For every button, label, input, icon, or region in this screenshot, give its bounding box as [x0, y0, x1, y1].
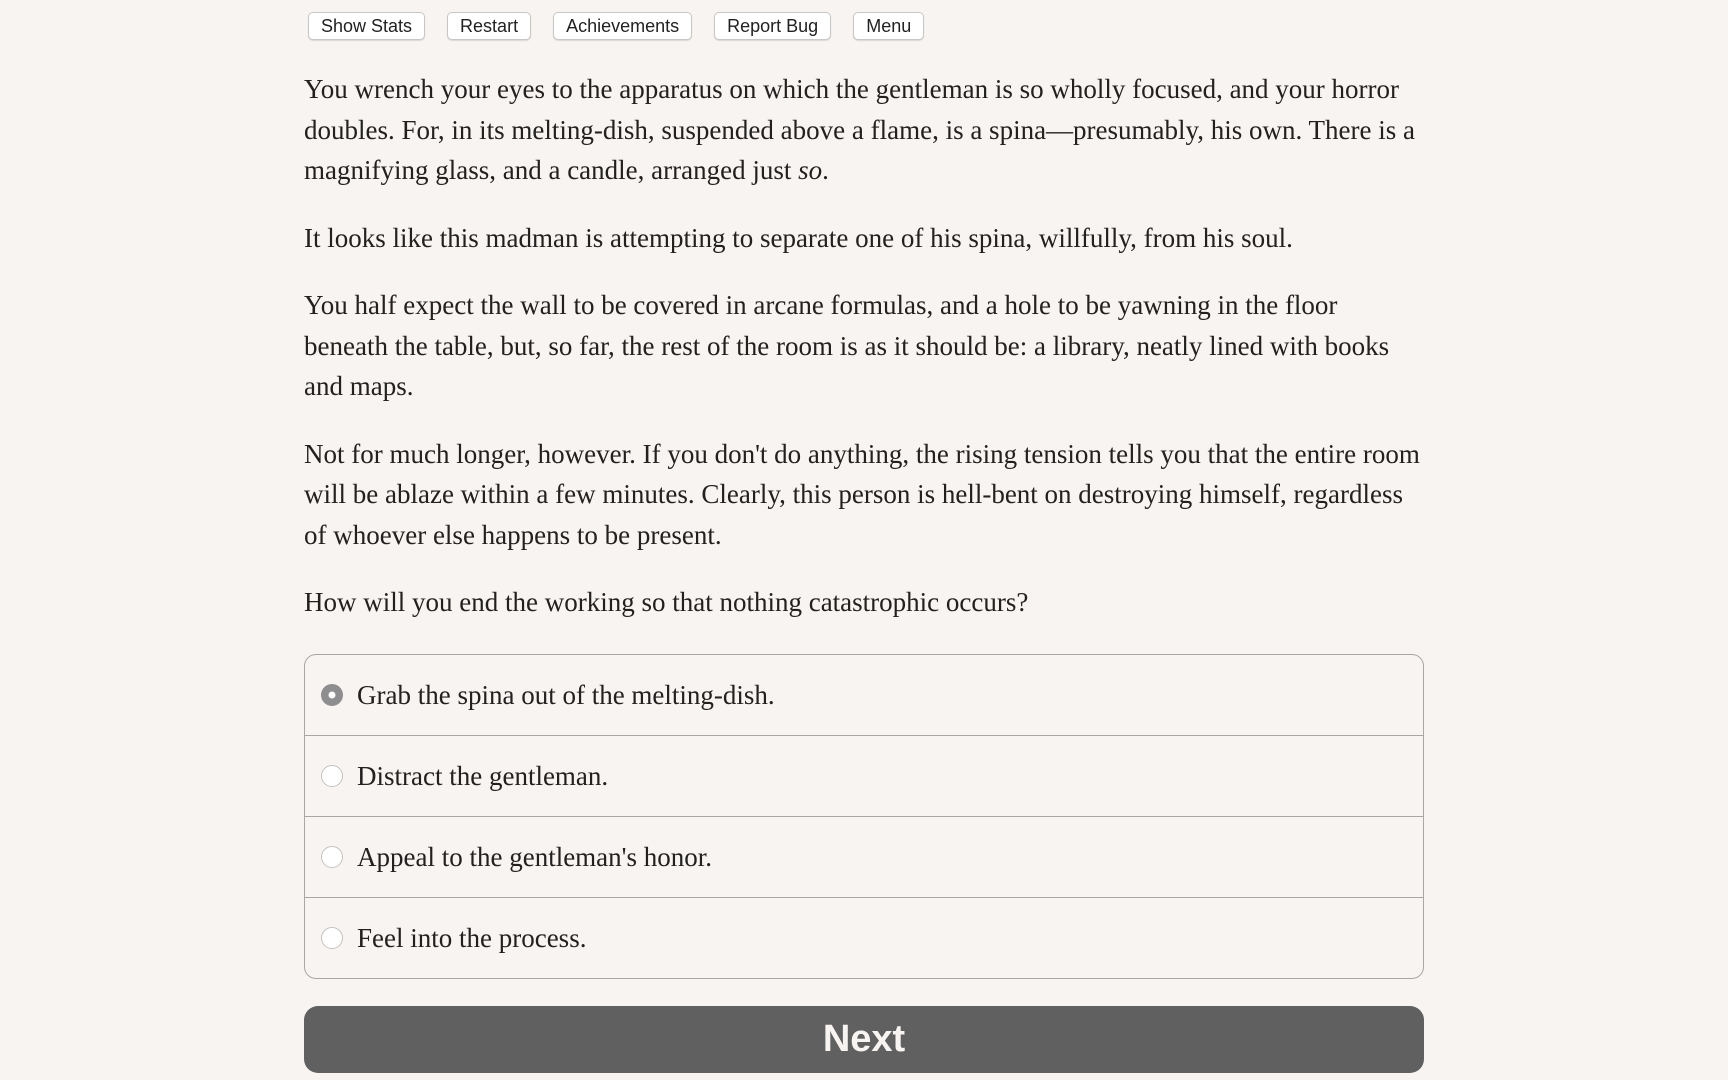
achievements-button[interactable]: Achievements — [553, 12, 692, 40]
choice-list — [304, 654, 1424, 979]
choice-option-distract[interactable] — [305, 736, 1423, 817]
story-paragraph: It looks like this madman is attempting to separate one of his spina, willfully, from his soul. — [304, 222, 1293, 253]
top-toolbar — [308, 12, 924, 40]
radio-unselected-icon[interactable] — [321, 927, 343, 949]
question-prompt: How will you end the working so that nothing catastrophic occurs? — [304, 587, 1029, 617]
show-stats-button[interactable]: Show Stats — [308, 12, 425, 40]
choice-option-feel-process[interactable] — [305, 898, 1423, 978]
radio-unselected-icon[interactable] — [321, 765, 343, 787]
story-text — [304, 69, 1424, 650]
report-bug-button[interactable]: Report Bug — [714, 12, 831, 40]
radio-unselected-icon[interactable] — [321, 846, 343, 868]
choice-label: Distract the gentleman. — [357, 760, 609, 791]
next-button[interactable]: Next — [304, 1006, 1424, 1073]
choice-option-appeal-honor[interactable] — [305, 817, 1423, 898]
choice-label: Appeal to the gentleman's honor. — [357, 841, 713, 872]
story-paragraph: Not for much longer, however. If you don't do anything, the rising tension tells you that the entire room will be ablaze within a few minutes. Clearly, this person is hell-bent on destroying himself, regardless of whoever else happens to be present. — [304, 438, 1420, 550]
story-paragraph: You half expect the wall to be covered in arcane formulas, and a hole to be yawning in the floor beneath the table, but, so far, the rest of the room is as it should be: a library, neatly lined with books and maps. — [304, 290, 1390, 401]
choice-label: Feel into the process. — [357, 922, 587, 953]
choice-option-grab-spina[interactable] — [305, 655, 1423, 736]
choice-label: Grab the spina out of the melting-dish. — [357, 679, 775, 710]
menu-button[interactable]: Menu — [853, 12, 924, 40]
story-paragraph: You wrench your eyes to the apparatus on which the gentleman is so wholly focused, and your horror doubles. For, in its melting-dish, suspended above a flame, is a spina—presumably, his own. There is a magnifying glass, and a candle, arranged just so. — [304, 74, 1415, 185]
emphasis-text: so — [798, 155, 823, 185]
restart-button[interactable]: Restart — [447, 12, 531, 40]
radio-selected-icon[interactable] — [321, 684, 343, 706]
